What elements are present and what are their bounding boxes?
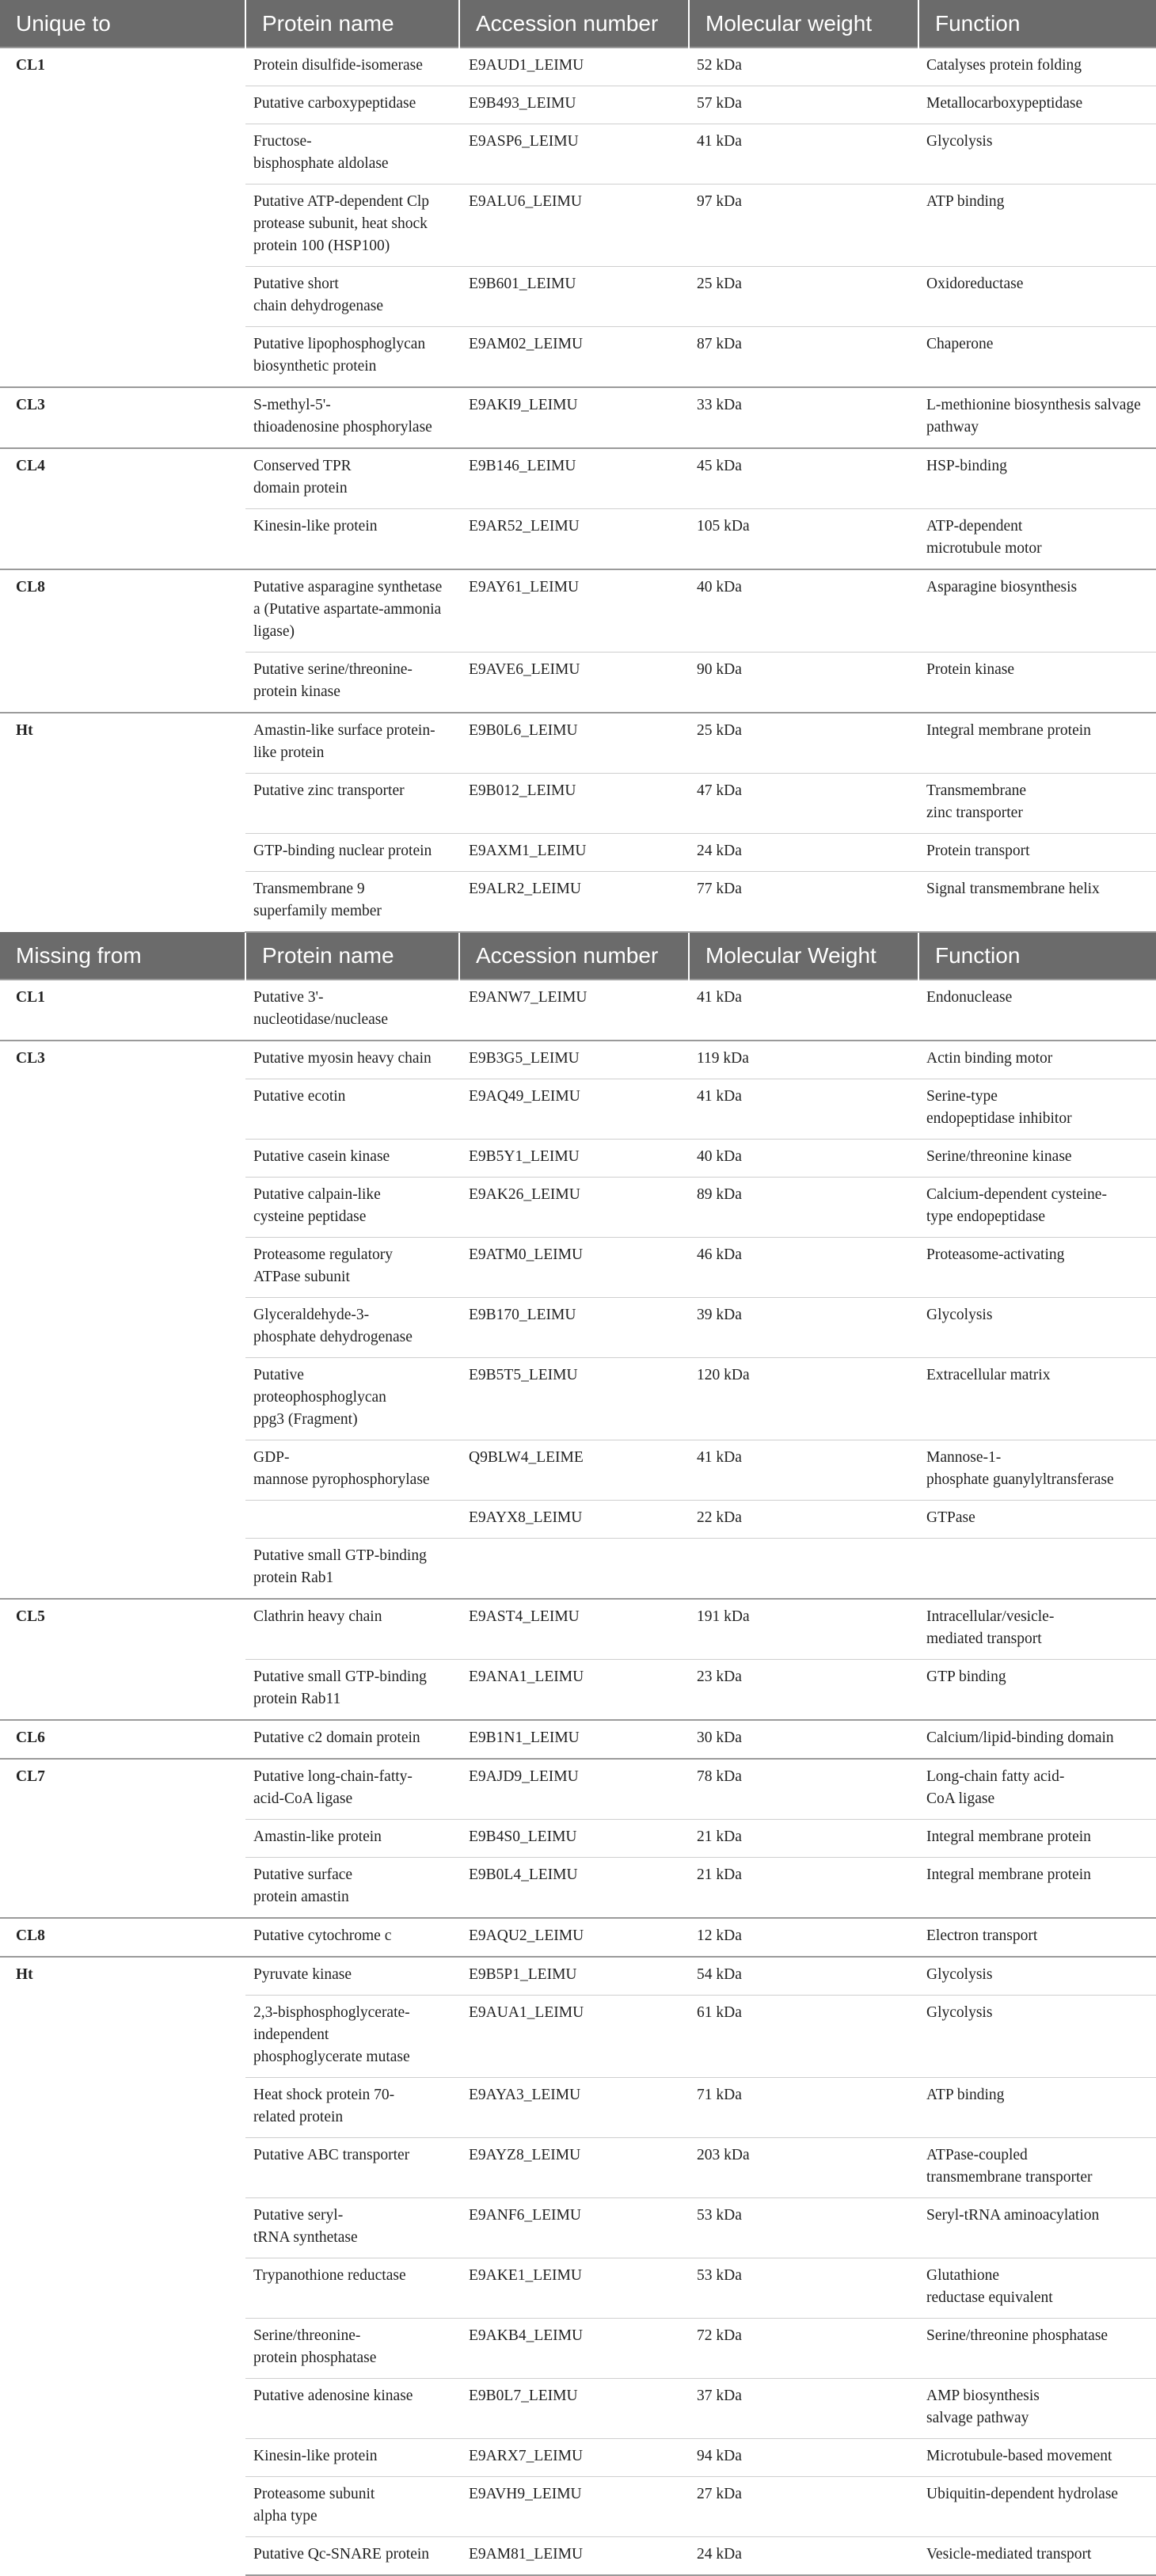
molecular-weight-cell: 27 kDa (689, 2477, 918, 2537)
molecular-weight-cell: 94 kDa (689, 2439, 918, 2477)
protein-name-cell: Putative ABC transporter (245, 2138, 459, 2198)
table-row (0, 448, 1156, 509)
function-cell: Glycolysis (918, 1298, 1156, 1358)
protein-name-cell: GTP-binding nuclear protein (245, 834, 459, 872)
protein-name-cell: Putative surface protein amastin (245, 1858, 459, 1919)
function-cell: Glycolysis (918, 124, 1156, 185)
accession-cell: E9AR52_LEIMU (459, 509, 689, 570)
accession-cell: E9AYZ8_LEIMU (459, 2138, 689, 2198)
accession-cell: E9B493_LEIMU (459, 86, 689, 124)
protein-name-cell: Putative long-chain-fatty- acid-CoA ligase (245, 1759, 459, 1820)
accession-cell: E9ANF6_LEIMU (459, 2198, 689, 2258)
function-cell: Microtubule-based movement (918, 2439, 1156, 2477)
protein-name-cell: Putative cytochrome c (245, 1918, 459, 1957)
molecular-weight-cell: 25 kDa (689, 267, 918, 327)
molecular-weight-cell: 53 kDa (689, 2198, 918, 2258)
protein-name-cell: Glyceraldehyde-3- phosphate dehydrogenase (245, 1298, 459, 1358)
accession-cell: E9ANW7_LEIMU (459, 980, 689, 1041)
molecular-weight-cell: 54 kDa (689, 1957, 918, 1996)
molecular-weight-cell: 47 kDa (689, 774, 918, 834)
section-header-row (0, 932, 1156, 980)
accession-cell: E9AUA1_LEIMU (459, 1996, 689, 2078)
function-cell: Integral membrane protein (918, 1820, 1156, 1858)
function-cell: Vesicle-mediated transport (918, 2537, 1156, 2576)
accession-cell: E9AQ49_LEIMU (459, 1079, 689, 1140)
function-cell: Glutathione reductase equivalent (918, 2258, 1156, 2319)
table-row (0, 569, 1156, 653)
accession-cell: E9AYX8_LEIMU (459, 1501, 689, 1539)
table-row (0, 980, 1156, 1041)
protein-name-cell: Kinesin-like protein (245, 509, 459, 570)
table-row (0, 713, 1156, 774)
molecular-weight-cell: 37 kDa (689, 2379, 918, 2439)
table-row (0, 1599, 1156, 1660)
table-row (0, 1759, 1156, 1820)
protein-name-cell: Putative proteophosphoglycan ppg3 (Fragment) (245, 1358, 459, 1440)
molecular-weight-cell: 30 kDa (689, 1720, 918, 1759)
column-header: Accession number (459, 0, 689, 48)
protein-name-cell: Putative serine/threonine- protein kinase (245, 653, 459, 713)
function-cell: Calcium-dependent cysteine- type endopeptidase (918, 1178, 1156, 1238)
function-cell: ATP binding (918, 185, 1156, 267)
protein-name-cell: Putative seryl- tRNA synthetase (245, 2198, 459, 2258)
molecular-weight-cell: 23 kDa (689, 1660, 918, 1721)
protein-name-cell: Putative 3'- nucleotidase/nuclease (245, 980, 459, 1041)
function-cell: Long-chain fatty acid- CoA ligase (918, 1759, 1156, 1820)
function-cell: HSP-binding (918, 448, 1156, 509)
molecular-weight-cell: 25 kDa (689, 713, 918, 774)
group-label: CL7 (0, 1759, 245, 1918)
molecular-weight-cell: 40 kDa (689, 569, 918, 653)
molecular-weight-cell: 21 kDa (689, 1858, 918, 1919)
accession-cell: E9B4S0_LEIMU (459, 1820, 689, 1858)
protein-name-cell: S-methyl-5'- thioadenosine phosphorylase (245, 387, 459, 448)
molecular-weight-cell: 97 kDa (689, 185, 918, 267)
protein-name-cell: Putative short chain dehydrogenase (245, 267, 459, 327)
group-label: CL8 (0, 1918, 245, 1957)
molecular-weight-cell: 53 kDa (689, 2258, 918, 2319)
molecular-weight-cell: 78 kDa (689, 1759, 918, 1820)
protein-name-cell: Clathrin heavy chain (245, 1599, 459, 1660)
table-row (0, 1720, 1156, 1759)
protein-name-cell: Amastin-like protein (245, 1820, 459, 1858)
protein-name-cell: Serine/threonine- protein phosphatase (245, 2319, 459, 2379)
accession-cell: E9AQU2_LEIMU (459, 1918, 689, 1957)
molecular-weight-cell: 52 kDa (689, 48, 918, 86)
function-cell: Transmembrane zinc transporter (918, 774, 1156, 834)
molecular-weight-cell (689, 1539, 918, 1600)
protein-name-cell: Pyruvate kinase (245, 1957, 459, 1996)
function-cell: Calcium/lipid-binding domain (918, 1720, 1156, 1759)
column-header: Function (918, 0, 1156, 48)
molecular-weight-cell: 45 kDa (689, 448, 918, 509)
molecular-weight-cell: 77 kDa (689, 872, 918, 933)
accession-cell: E9B170_LEIMU (459, 1298, 689, 1358)
accession-cell: E9AST4_LEIMU (459, 1599, 689, 1660)
protein-name-cell: Fructose- bisphosphate aldolase (245, 124, 459, 185)
column-header: Protein name (245, 932, 459, 980)
function-cell: GTP binding (918, 1660, 1156, 1721)
protein-name-cell: Transmembrane 9 superfamily member (245, 872, 459, 933)
function-cell: Seryl-tRNA aminoacylation (918, 2198, 1156, 2258)
group-label: Ht (0, 1957, 245, 2575)
accession-cell: Q9BLW4_LEIME (459, 1440, 689, 1501)
accession-cell: E9AKI9_LEIMU (459, 387, 689, 448)
accession-cell: E9ATM0_LEIMU (459, 1238, 689, 1298)
molecular-weight-cell: 41 kDa (689, 1079, 918, 1140)
function-cell: Mannose-1- phosphate guanylyltransferase (918, 1440, 1156, 1501)
function-cell: Protein transport (918, 834, 1156, 872)
function-cell: Proteasome-activating (918, 1238, 1156, 1298)
function-cell: Metallocarboxypeptidase (918, 86, 1156, 124)
function-cell: Intracellular/vesicle- mediated transport (918, 1599, 1156, 1660)
protein-name-cell: Amastin-like surface protein-like protein (245, 713, 459, 774)
protein-name-cell: Putative small GTP-binding protein Rab11 (245, 1660, 459, 1721)
accession-cell: E9AM81_LEIMU (459, 2537, 689, 2576)
accession-cell: E9AKB4_LEIMU (459, 2319, 689, 2379)
accession-cell: E9AY61_LEIMU (459, 569, 689, 653)
molecular-weight-cell: 21 kDa (689, 1820, 918, 1858)
accession-cell: E9ANA1_LEIMU (459, 1660, 689, 1721)
function-cell (918, 1539, 1156, 1600)
protein-name-cell: 2,3-bisphosphoglycerate- independent phosphoglycerate mutase (245, 1996, 459, 2078)
function-cell: GTPase (918, 1501, 1156, 1539)
accession-cell: E9B5T5_LEIMU (459, 1358, 689, 1440)
function-cell: L-methionine biosynthesis salvage pathway (918, 387, 1156, 448)
accession-cell: E9B1N1_LEIMU (459, 1720, 689, 1759)
accession-cell: E9B0L7_LEIMU (459, 2379, 689, 2439)
function-cell: Integral membrane protein (918, 1858, 1156, 1919)
accession-cell: E9AUD1_LEIMU (459, 48, 689, 86)
molecular-weight-cell: 39 kDa (689, 1298, 918, 1358)
group-label: CL6 (0, 1720, 245, 1759)
protein-name-cell: Putative zinc transporter (245, 774, 459, 834)
function-cell: Serine/threonine phosphatase (918, 2319, 1156, 2379)
function-cell: Catalyses protein folding (918, 48, 1156, 86)
accession-cell: E9B146_LEIMU (459, 448, 689, 509)
function-cell: Serine/threonine kinase (918, 1140, 1156, 1178)
column-header: Unique to (0, 0, 245, 48)
protein-name-cell (245, 1501, 459, 1539)
column-header: Function (918, 932, 1156, 980)
group-label: CL3 (0, 1041, 245, 1599)
molecular-weight-cell: 105 kDa (689, 509, 918, 570)
function-cell: Signal transmembrane helix (918, 872, 1156, 933)
table-row (0, 48, 1156, 86)
protein-name-cell: Proteasome regulatory ATPase subunit (245, 1238, 459, 1298)
protein-name-cell: Putative ecotin (245, 1079, 459, 1140)
function-cell: Asparagine biosynthesis (918, 569, 1156, 653)
protein-name-cell: Putative asparagine synthetase a (Putative aspartate-ammonia ligase) (245, 569, 459, 653)
accession-cell: E9ALU6_LEIMU (459, 185, 689, 267)
accession-cell: E9B0L4_LEIMU (459, 1858, 689, 1919)
accession-cell: E9B3G5_LEIMU (459, 1041, 689, 1079)
section-header-row (0, 0, 1156, 48)
molecular-weight-cell: 33 kDa (689, 387, 918, 448)
accession-cell (459, 1539, 689, 1600)
molecular-weight-cell: 22 kDa (689, 1501, 918, 1539)
function-cell: Extracellular matrix (918, 1358, 1156, 1440)
accession-cell: E9ASP6_LEIMU (459, 124, 689, 185)
accession-cell: E9B5Y1_LEIMU (459, 1140, 689, 1178)
accession-cell: E9AM02_LEIMU (459, 327, 689, 388)
accession-cell: E9B012_LEIMU (459, 774, 689, 834)
accession-cell: E9AYA3_LEIMU (459, 2078, 689, 2138)
molecular-weight-cell: 120 kDa (689, 1358, 918, 1440)
accession-cell: E9B0L6_LEIMU (459, 713, 689, 774)
accession-cell: E9ALR2_LEIMU (459, 872, 689, 933)
function-cell: Integral membrane protein (918, 713, 1156, 774)
molecular-weight-cell: 46 kDa (689, 1238, 918, 1298)
protein-name-cell: Putative calpain-like cysteine peptidase (245, 1178, 459, 1238)
function-cell: Ubiquitin-dependent hydrolase (918, 2477, 1156, 2537)
function-cell: ATP-dependent microtubule motor (918, 509, 1156, 570)
molecular-weight-cell: 87 kDa (689, 327, 918, 388)
molecular-weight-cell: 61 kDa (689, 1996, 918, 2078)
function-cell: ATPase-coupled transmembrane transporter (918, 2138, 1156, 2198)
table-row (0, 387, 1156, 448)
molecular-weight-cell: 119 kDa (689, 1041, 918, 1079)
column-header: Molecular Weight (689, 932, 918, 980)
function-cell: Oxidoreductase (918, 267, 1156, 327)
protein-name-cell: Putative c2 domain protein (245, 1720, 459, 1759)
group-label: CL4 (0, 448, 245, 569)
table-row (0, 1957, 1156, 1996)
protein-name-cell: Heat shock protein 70- related protein (245, 2078, 459, 2138)
molecular-weight-cell: 71 kDa (689, 2078, 918, 2138)
molecular-weight-cell: 89 kDa (689, 1178, 918, 1238)
protein-name-cell: Putative casein kinase (245, 1140, 459, 1178)
function-cell: Serine-type endopeptidase inhibitor (918, 1079, 1156, 1140)
accession-cell: E9AJD9_LEIMU (459, 1759, 689, 1820)
protein-name-cell: Putative Qc-SNARE protein (245, 2537, 459, 2576)
protein-name-cell: Trypanothione reductase (245, 2258, 459, 2319)
function-cell: Glycolysis (918, 1957, 1156, 1996)
accession-cell: E9B601_LEIMU (459, 267, 689, 327)
group-label: CL5 (0, 1599, 245, 1720)
function-cell: ATP binding (918, 2078, 1156, 2138)
molecular-weight-cell: 90 kDa (689, 653, 918, 713)
function-cell: AMP biosynthesis salvage pathway (918, 2379, 1156, 2439)
function-cell: Chaperone (918, 327, 1156, 388)
protein-name-cell: Putative adenosine kinase (245, 2379, 459, 2439)
function-cell: Actin binding motor (918, 1041, 1156, 1079)
function-cell: Endonuclease (918, 980, 1156, 1041)
molecular-weight-cell: 24 kDa (689, 834, 918, 872)
molecular-weight-cell: 57 kDa (689, 86, 918, 124)
protein-name-cell: Kinesin-like protein (245, 2439, 459, 2477)
molecular-weight-cell: 24 kDa (689, 2537, 918, 2576)
accession-cell: E9ARX7_LEIMU (459, 2439, 689, 2477)
molecular-weight-cell: 72 kDa (689, 2319, 918, 2379)
group-label: CL8 (0, 569, 245, 713)
function-cell: Protein kinase (918, 653, 1156, 713)
accession-cell: E9AKE1_LEIMU (459, 2258, 689, 2319)
group-label: CL3 (0, 387, 245, 448)
accession-cell: E9AVH9_LEIMU (459, 2477, 689, 2537)
table-row (0, 1041, 1156, 1079)
group-label: CL1 (0, 980, 245, 1041)
accession-cell: E9AK26_LEIMU (459, 1178, 689, 1238)
protein-name-cell: GDP- mannose pyrophosphorylase (245, 1440, 459, 1501)
molecular-weight-cell: 41 kDa (689, 1440, 918, 1501)
protein-name-cell: Conserved TPR domain protein (245, 448, 459, 509)
group-label: CL1 (0, 48, 245, 387)
group-label: Ht (0, 713, 245, 932)
accession-cell: E9B5P1_LEIMU (459, 1957, 689, 1996)
molecular-weight-cell: 12 kDa (689, 1918, 918, 1957)
column-header: Missing from (0, 932, 245, 980)
table-row (0, 1918, 1156, 1957)
protein-name-cell: Putative carboxypeptidase (245, 86, 459, 124)
molecular-weight-cell: 41 kDa (689, 124, 918, 185)
function-cell: Glycolysis (918, 1996, 1156, 2078)
molecular-weight-cell: 203 kDa (689, 2138, 918, 2198)
column-header: Protein name (245, 0, 459, 48)
protein-name-cell: Proteasome subunit alpha type (245, 2477, 459, 2537)
protein-name-cell: Putative myosin heavy chain (245, 1041, 459, 1079)
protein-name-cell: Putative lipophosphoglycan biosynthetic protein (245, 327, 459, 388)
molecular-weight-cell: 40 kDa (689, 1140, 918, 1178)
column-header: Accession number (459, 932, 689, 980)
accession-cell: E9AVE6_LEIMU (459, 653, 689, 713)
function-cell: Electron transport (918, 1918, 1156, 1957)
protein-name-cell: Protein disulfide-isomerase (245, 48, 459, 86)
molecular-weight-cell: 191 kDa (689, 1599, 918, 1660)
column-header: Molecular weight (689, 0, 918, 48)
protein-name-cell: Putative ATP-dependent Clp protease subunit, heat shock protein 100 (HSP100) (245, 185, 459, 267)
protein-name-cell: Putative small GTP-binding protein Rab1 (245, 1539, 459, 1600)
molecular-weight-cell: 41 kDa (689, 980, 918, 1041)
accession-cell: E9AXM1_LEIMU (459, 834, 689, 872)
